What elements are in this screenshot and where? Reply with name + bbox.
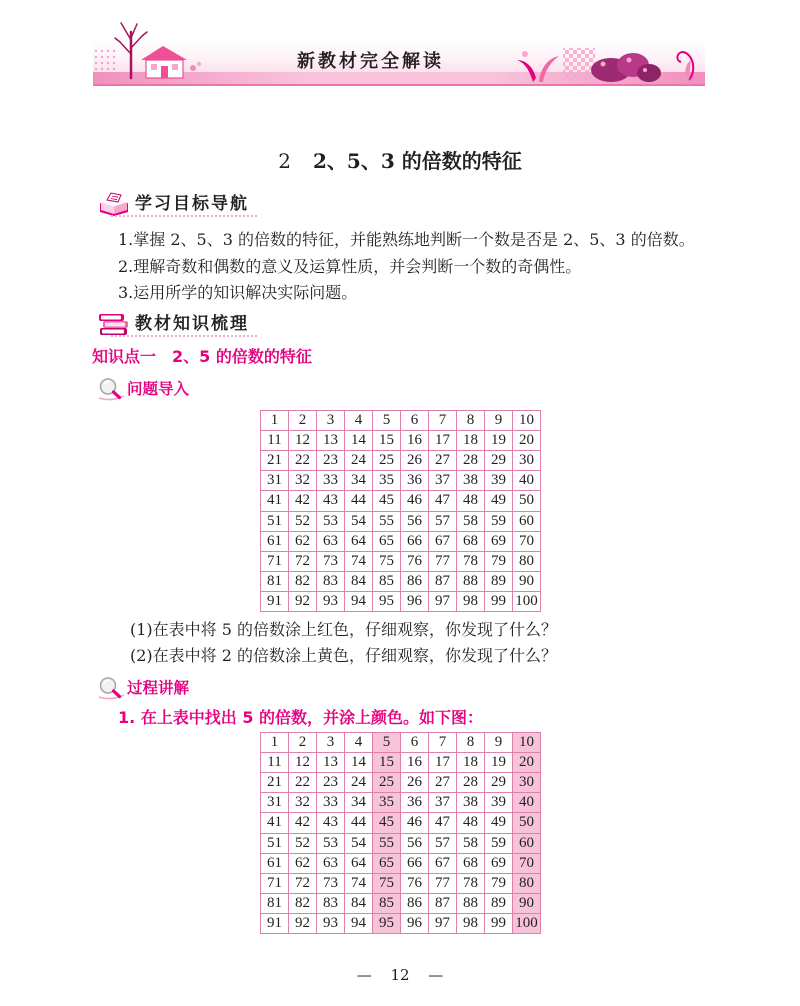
table-cell: 97 (429, 592, 457, 612)
table-cell: 49 (485, 813, 513, 833)
table-cell: 83 (317, 572, 345, 592)
table-cell: 93 (317, 592, 345, 612)
table-cell: 56 (401, 512, 429, 532)
table-cell: 95 (373, 914, 401, 934)
table-cell: 31 (261, 793, 289, 813)
intro-heading (97, 377, 189, 401)
table-cell: 40 (513, 793, 541, 813)
table-cell: 79 (485, 874, 513, 894)
table-cell: 18 (457, 431, 485, 451)
table-cell: 41 (261, 813, 289, 833)
table-cell: 85 (373, 572, 401, 592)
table-cell: 10 (513, 733, 541, 753)
table-cell: 98 (457, 914, 485, 934)
table-cell: 17 (429, 753, 457, 773)
table-cell: 4 (345, 733, 373, 753)
table-cell: 42 (289, 813, 317, 833)
table-cell: 61 (261, 532, 289, 552)
step-1-text: 1. 在上表中找出 5 的倍数，并涂上颜色。如下图： (118, 708, 484, 727)
table-cell: 45 (373, 813, 401, 833)
hundred-table-problem (260, 410, 541, 612)
lesson-title-text: 2、5、3 的倍数的特征 (313, 149, 522, 173)
table-cell: 9 (485, 733, 513, 753)
checker-pattern-icon (563, 48, 595, 80)
table-cell: 29 (485, 451, 513, 471)
table-cell: 41 (261, 491, 289, 511)
table-cell: 6 (401, 411, 429, 431)
table-cell: 4 (345, 411, 373, 431)
table-cell: 51 (261, 512, 289, 532)
table-cell: 47 (429, 813, 457, 833)
table-cell: 75 (373, 552, 401, 572)
table-cell: 62 (289, 854, 317, 874)
magnifier-icon (97, 377, 125, 401)
table-cell: 24 (345, 451, 373, 471)
table-cell: 8 (457, 411, 485, 431)
table-cell: 59 (485, 512, 513, 532)
table-cell: 2 (289, 411, 317, 431)
knowledge-heading-label: 教材知识梳理 (135, 314, 249, 334)
table-cell: 15 (373, 753, 401, 773)
table-cell: 58 (457, 512, 485, 532)
table-cell: 82 (289, 894, 317, 914)
table-cell: 45 (373, 491, 401, 511)
table-cell: 54 (345, 512, 373, 532)
table-cell: 5 (373, 411, 401, 431)
table-cell: 71 (261, 552, 289, 572)
table-cell: 33 (317, 471, 345, 491)
table-cell: 55 (373, 512, 401, 532)
table-cell: 73 (317, 552, 345, 572)
table-cell: 5 (373, 733, 401, 753)
table-cell: 71 (261, 874, 289, 894)
table-cell: 32 (289, 471, 317, 491)
knowledge-heading-underline (111, 335, 257, 337)
table-cell: 37 (429, 471, 457, 491)
table-cell: 39 (485, 471, 513, 491)
table-cell: 74 (345, 874, 373, 894)
table-cell: 1 (261, 411, 289, 431)
table-cell: 64 (345, 532, 373, 552)
table-cell: 53 (317, 834, 345, 854)
book-icon (97, 191, 131, 217)
table-cell: 19 (485, 431, 513, 451)
table-cell: 75 (373, 874, 401, 894)
table-cell: 84 (345, 572, 373, 592)
table-cell: 76 (401, 874, 429, 894)
goal-item: 1.掌握 2、5、3 的倍数的特征，并能熟练地判断一个数是否是 2、5、3 的倍数。 (118, 230, 695, 249)
table-cell: 31 (261, 471, 289, 491)
table-cell: 60 (513, 512, 541, 532)
table-cell: 82 (289, 572, 317, 592)
table-cell: 67 (429, 854, 457, 874)
table-cell: 93 (317, 914, 345, 934)
table-cell: 48 (457, 813, 485, 833)
table-cell: 50 (513, 491, 541, 511)
table-cell: 21 (261, 451, 289, 471)
table-cell: 16 (401, 431, 429, 451)
table-cell: 39 (485, 793, 513, 813)
table-cell: 77 (429, 552, 457, 572)
table-cell: 48 (457, 491, 485, 511)
table-cell: 92 (289, 914, 317, 934)
table-cell: 17 (429, 431, 457, 451)
table-cell: 99 (485, 914, 513, 934)
magnifier-icon (97, 676, 125, 700)
table-cell: 80 (513, 552, 541, 572)
table-cell: 44 (345, 491, 373, 511)
table-cell: 90 (513, 572, 541, 592)
table-cell: 43 (317, 491, 345, 511)
table-cell: 72 (289, 552, 317, 572)
table-cell: 69 (485, 532, 513, 552)
table-cell: 2 (289, 733, 317, 753)
table-cell: 10 (513, 411, 541, 431)
table-cell: 30 (513, 451, 541, 471)
table-cell: 87 (429, 894, 457, 914)
table-cell: 35 (373, 471, 401, 491)
table-cell: 7 (429, 733, 457, 753)
table-cell: 42 (289, 491, 317, 511)
table-cell: 29 (485, 773, 513, 793)
table-cell: 35 (373, 793, 401, 813)
table-cell: 21 (261, 773, 289, 793)
table-cell: 58 (457, 834, 485, 854)
table-cell: 92 (289, 592, 317, 612)
banner-edge (93, 84, 705, 86)
table-cell: 12 (289, 431, 317, 451)
books-stack-icon (97, 311, 131, 337)
table-cell: 79 (485, 552, 513, 572)
table-cell: 52 (289, 834, 317, 854)
explain-heading-label: 过程讲解 (127, 679, 190, 697)
table-cell: 11 (261, 431, 289, 451)
table-cell: 19 (485, 753, 513, 773)
table-cell: 13 (317, 753, 345, 773)
table-cell: 22 (289, 451, 317, 471)
table-cell: 67 (429, 532, 457, 552)
knowledge-point-title: 知识点一 2、5 的倍数的特征 (92, 347, 312, 366)
table-cell: 24 (345, 773, 373, 793)
table-cell: 46 (401, 491, 429, 511)
table-cell: 49 (485, 491, 513, 511)
table-cell: 59 (485, 834, 513, 854)
table-cell: 14 (345, 431, 373, 451)
table-cell: 89 (485, 572, 513, 592)
table-cell: 6 (401, 733, 429, 753)
table-cell: 88 (457, 572, 485, 592)
table-cell: 88 (457, 894, 485, 914)
table-cell: 98 (457, 592, 485, 612)
table-cell: 69 (485, 854, 513, 874)
table-cell: 96 (401, 914, 429, 934)
table-cell: 43 (317, 813, 345, 833)
table-cell: 3 (317, 733, 345, 753)
table-cell: 20 (513, 431, 541, 451)
table-cell: 23 (317, 451, 345, 471)
table-cell: 37 (429, 793, 457, 813)
table-cell: 66 (401, 532, 429, 552)
table-cell: 32 (289, 793, 317, 813)
question-item: (2)在表中将 2 的倍数涂上黄色，仔细观察，你发现了什么？ (130, 646, 558, 665)
table-cell: 100 (513, 592, 541, 612)
table-cell: 86 (401, 572, 429, 592)
table-cell: 87 (429, 572, 457, 592)
table-cell: 85 (373, 894, 401, 914)
table-cell: 74 (345, 552, 373, 572)
goals-heading-label: 学习目标导航 (135, 194, 249, 214)
table-cell: 81 (261, 572, 289, 592)
goal-item: 3.运用所学的知识解决实际问题。 (118, 283, 358, 302)
table-cell: 70 (513, 854, 541, 874)
table-cell: 22 (289, 773, 317, 793)
table-cell: 57 (429, 512, 457, 532)
table-cell: 100 (513, 914, 541, 934)
table-cell: 25 (373, 773, 401, 793)
table-cell: 63 (317, 532, 345, 552)
table-cell: 26 (401, 451, 429, 471)
table-cell: 63 (317, 854, 345, 874)
table-cell: 27 (429, 451, 457, 471)
table-cell: 13 (317, 431, 345, 451)
banner-dots (93, 46, 115, 74)
explain-heading (97, 676, 189, 700)
table-cell: 28 (457, 773, 485, 793)
table-cell: 81 (261, 894, 289, 914)
goals-heading-underline (111, 215, 257, 217)
table-cell: 51 (261, 834, 289, 854)
question-item: (1)在表中将 5 的倍数涂上红色，仔细观察，你发现了什么？ (130, 620, 558, 639)
table-cell: 72 (289, 874, 317, 894)
table-cell: 62 (289, 532, 317, 552)
table-cell: 55 (373, 834, 401, 854)
table-cell: 84 (345, 894, 373, 914)
table-cell: 60 (513, 834, 541, 854)
hundred-table-solution (260, 732, 541, 934)
table-cell: 91 (261, 592, 289, 612)
table-cell: 73 (317, 874, 345, 894)
table-cell: 26 (401, 773, 429, 793)
table-cell: 91 (261, 914, 289, 934)
table-cell: 90 (513, 894, 541, 914)
table-cell: 40 (513, 471, 541, 491)
table-cell: 11 (261, 753, 289, 773)
table-cell: 36 (401, 793, 429, 813)
table-cell: 65 (373, 532, 401, 552)
goals-heading (97, 190, 249, 218)
table-cell: 83 (317, 894, 345, 914)
intro-heading-label: 问题导入 (127, 380, 190, 398)
table-cell: 99 (485, 592, 513, 612)
table-cell: 34 (345, 471, 373, 491)
table-cell: 7 (429, 411, 457, 431)
table-cell: 78 (457, 874, 485, 894)
table-cell: 68 (457, 532, 485, 552)
table-cell: 25 (373, 451, 401, 471)
table-cell: 64 (345, 854, 373, 874)
table-cell: 52 (289, 512, 317, 532)
banner-title: 新教材完全解读 (297, 51, 444, 72)
table-cell: 9 (485, 411, 513, 431)
table-cell: 38 (457, 793, 485, 813)
table-cell: 46 (401, 813, 429, 833)
table-cell: 97 (429, 914, 457, 934)
table-cell: 61 (261, 854, 289, 874)
table-cell: 36 (401, 471, 429, 491)
page-banner (93, 18, 705, 88)
table-cell: 80 (513, 874, 541, 894)
table-cell: 96 (401, 592, 429, 612)
table-cell: 33 (317, 793, 345, 813)
table-cell: 27 (429, 773, 457, 793)
lesson-title (0, 149, 800, 173)
table-cell: 12 (289, 753, 317, 773)
table-cell: 1 (261, 733, 289, 753)
table-cell: 8 (457, 733, 485, 753)
table-cell: 3 (317, 411, 345, 431)
table-cell: 89 (485, 894, 513, 914)
table-cell: 86 (401, 894, 429, 914)
table-cell: 23 (317, 773, 345, 793)
table-cell: 76 (401, 552, 429, 572)
table-cell: 16 (401, 753, 429, 773)
table-cell: 68 (457, 854, 485, 874)
table-cell: 54 (345, 834, 373, 854)
table-cell: 53 (317, 512, 345, 532)
table-cell: 28 (457, 451, 485, 471)
table-cell: 34 (345, 793, 373, 813)
table-cell: 44 (345, 813, 373, 833)
table-cell: 47 (429, 491, 457, 511)
table-cell: 77 (429, 874, 457, 894)
goal-item: 2.理解奇数和偶数的意义及运算性质，并会判断一个数的奇偶性。 (118, 257, 582, 276)
lesson-number: 2 (278, 149, 291, 173)
table-cell: 14 (345, 753, 373, 773)
table-cell: 50 (513, 813, 541, 833)
page-number: — 12 — (356, 966, 444, 984)
table-cell: 66 (401, 854, 429, 874)
table-cell: 94 (345, 914, 373, 934)
table-cell: 18 (457, 753, 485, 773)
table-cell: 56 (401, 834, 429, 854)
table-cell: 95 (373, 592, 401, 612)
table-cell: 94 (345, 592, 373, 612)
table-cell: 57 (429, 834, 457, 854)
knowledge-heading (97, 310, 249, 338)
table-cell: 70 (513, 532, 541, 552)
table-cell: 65 (373, 854, 401, 874)
table-cell: 20 (513, 753, 541, 773)
table-cell: 30 (513, 773, 541, 793)
table-cell: 15 (373, 431, 401, 451)
table-cell: 78 (457, 552, 485, 572)
table-cell: 38 (457, 471, 485, 491)
